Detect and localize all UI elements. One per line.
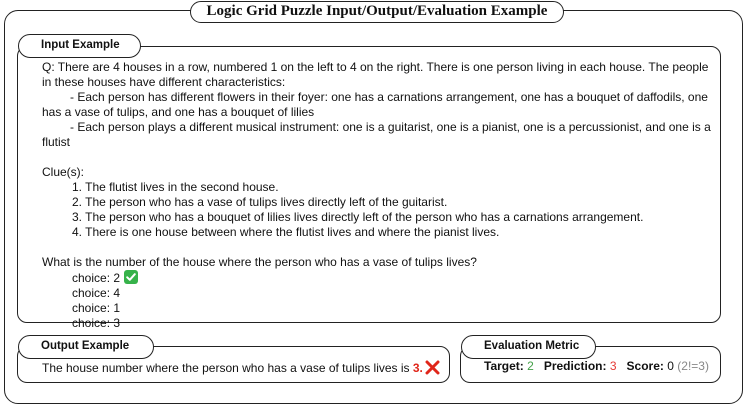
choice-item: choice: 4 — [72, 286, 121, 300]
characteristic-line: - Each person has different flowers in their foyer: one has a carnations arrangement, one has a bouquet of daffodils, one — [70, 90, 708, 104]
page-title: Logic Grid Puzzle Input/Output/Evaluation Example — [190, 1, 564, 23]
question-line: Q: There are 4 houses in a row, numbered 1 on the left to 4 on the right. There is one person living in each house. The people — [42, 60, 709, 74]
evaluation-metric-label: Evaluation Metric — [461, 335, 596, 359]
clues-heading: Clue(s): — [42, 165, 85, 179]
output-example-label: Output Example — [18, 335, 154, 359]
question-line: in these houses have different characteristics: — [42, 75, 286, 89]
score-label: Score: — [626, 359, 664, 373]
prediction-value: 3 — [609, 359, 617, 373]
check-icon — [124, 270, 138, 284]
score-note: (2!=3) — [677, 359, 709, 373]
target-label: Target: — [484, 359, 524, 373]
choice-item — [42, 270, 720, 286]
choice-item: choice: 3 — [72, 316, 121, 330]
input-example-box — [17, 46, 721, 330]
prediction-label: Prediction: — [543, 359, 607, 373]
characteristic-line: - Each person plays a different musical instrument: one is a guitarist, one is a pianist, one is a percussionist, and one is a — [70, 120, 711, 134]
choice-text: choice: 2 — [72, 271, 121, 285]
choice-item: choice: 1 — [72, 301, 121, 315]
output-text: The house number where the person who has a vase of tulips lives is — [42, 361, 413, 375]
target-value: 2 — [527, 359, 534, 373]
cross-icon — [425, 360, 440, 375]
question-prompt: What is the number of the house where the person who has a vase of tulips lives? — [42, 255, 477, 269]
characteristic-line: has a vase of tulips, and one has a bouquet of lilies — [42, 105, 315, 119]
input-example-label: Input Example — [18, 34, 141, 58]
clue-item: 2. The person who has a vase of tulips lives directly left of the guitarist. — [72, 195, 448, 209]
clue-item: 4. There is one house between where the flutist lives and where the pianist lives. — [72, 225, 500, 239]
clue-item: 3. The person who has a bouquet of lilies lives directly left of the person who has a carnations arrangement. — [72, 210, 644, 224]
output-answer: 3. — [412, 361, 423, 375]
score-value: 0 — [667, 359, 674, 373]
characteristic-line: flutist — [42, 135, 71, 149]
clue-item: 1. The flutist lives in the second house. — [72, 180, 279, 194]
